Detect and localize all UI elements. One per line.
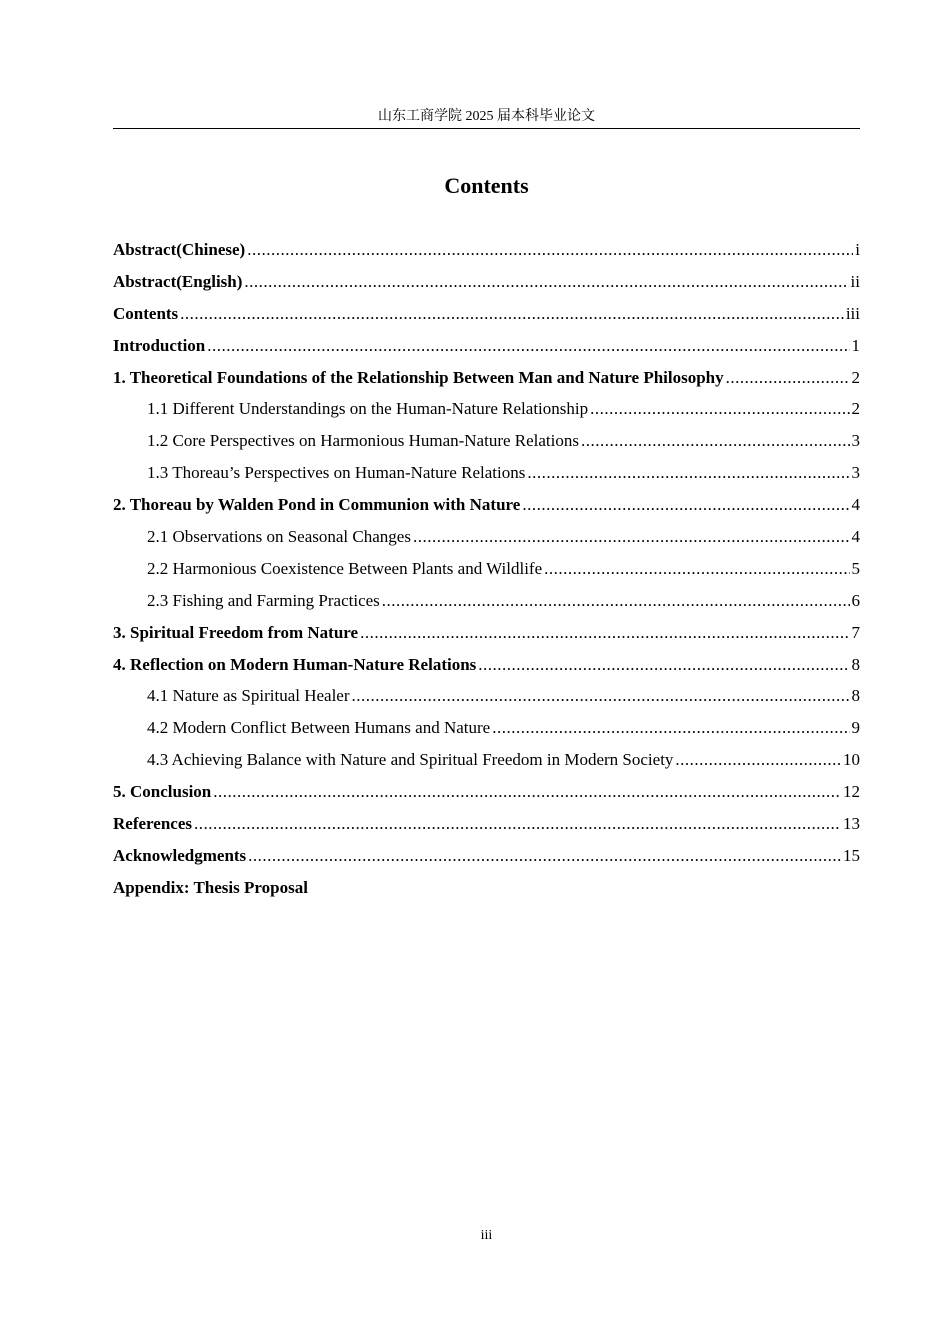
toc-leader-dots [478, 653, 849, 677]
toc-entry[interactable] [113, 429, 860, 461]
toc-entry[interactable] [113, 812, 860, 844]
toc-entry-page: 3 [851, 431, 860, 451]
toc-entry-label: 2.1 Observations on Seasonal Changes [147, 527, 411, 547]
toc-entry[interactable] [113, 493, 860, 525]
toc-entry[interactable] [113, 716, 860, 748]
toc-entry-label: Abstract(Chinese) [113, 240, 246, 259]
toc-entry[interactable] [113, 270, 860, 302]
toc-entry-label: 4. Reflection on Modern Human-Nature Relations [113, 654, 477, 674]
toc-leader-dots [213, 780, 841, 804]
toc-entry-page: 8 [851, 686, 860, 706]
toc-leader-dots [492, 716, 849, 740]
toc-entry-label: Introduction [113, 335, 206, 355]
page-title: Contents [444, 173, 529, 198]
toc-entry-page: 15 [843, 845, 860, 865]
toc-entry[interactable] [113, 238, 860, 270]
toc-entry-page: 4 [851, 527, 860, 547]
toc-entry[interactable] [113, 397, 860, 429]
toc-entry-label: References [113, 814, 192, 834]
toc-entry-page: iii [845, 303, 860, 323]
toc-entry-page: ii [850, 271, 860, 291]
toc-leader-dots [527, 461, 849, 485]
toc-entry-page: 12 [843, 782, 860, 802]
toc-leader-dots [360, 621, 849, 645]
toc-entry-label: Contents [113, 303, 179, 323]
toc-entry-page: 10 [843, 750, 860, 770]
toc-entry-label: 4.2 Modern Conflict Between Humans and Nature [147, 718, 491, 738]
toc-entry-label: 4.1 Nature as Spiritual Healer [147, 686, 350, 706]
toc-entry[interactable] [113, 557, 860, 589]
toc-entry[interactable] [113, 844, 860, 876]
toc-entry-page: 2 [851, 367, 860, 387]
toc-entry[interactable] [113, 748, 860, 780]
toc-leader-dots [244, 270, 848, 294]
toc-entry[interactable] [113, 621, 860, 653]
toc-entry[interactable] [113, 684, 860, 716]
toc-entry[interactable] [113, 876, 860, 908]
header-rule [113, 128, 860, 129]
toc-entry[interactable] [113, 653, 860, 685]
toc-entry-label: 5. Conclusion [113, 782, 212, 802]
toc-leader-dots [180, 302, 844, 326]
toc-entry-label: 2. Thoreau by Walden Pond in Communion with Nature [113, 495, 521, 515]
toc-leader-dots [581, 429, 850, 453]
page-number-footer: iii [480, 1228, 493, 1243]
toc-leader-dots [522, 493, 849, 517]
toc-entry[interactable] [113, 780, 860, 812]
toc-entry-page: 13 [843, 814, 860, 834]
toc-leader-dots [352, 684, 850, 708]
table-of-contents [113, 238, 860, 908]
toc-leader-dots [544, 557, 849, 581]
toc-entry-label: 2.2 Harmonious Coexistence Between Plants and Wildlife [147, 558, 543, 578]
toc-entry[interactable] [113, 334, 860, 366]
running-header: 山东工商学院 2025 届本科毕业论文 [378, 109, 595, 124]
toc-entry-label: Abstract(English) [113, 271, 243, 291]
toc-entry-page: 5 [851, 558, 860, 578]
toc-entry[interactable] [113, 302, 860, 334]
toc-entry-label: 1.1 Different Understandings on the Human-Nature Relationship [147, 399, 589, 419]
toc-leader-dots [207, 334, 849, 358]
toc-leader-dots [247, 238, 853, 262]
toc-entry-label: 4.3 Achieving Balance with Nature and Spiritual Freedom in Modern Society [147, 750, 674, 770]
toc-entry-page: 8 [851, 654, 860, 674]
toc-entry-page: 2 [851, 399, 860, 419]
toc-entry-label: 3. Spiritual Freedom from Nature [113, 622, 359, 642]
toc-entry-page: 4 [851, 495, 860, 515]
toc-entry-page: i [855, 240, 860, 259]
toc-entry-page: 9 [851, 718, 860, 738]
toc-entry[interactable] [113, 525, 860, 557]
toc-leader-dots [382, 589, 850, 613]
toc-entry-label: Appendix: Thesis Proposal [113, 877, 308, 897]
toc-leader-dots [590, 397, 849, 421]
toc-entry-page: 7 [851, 622, 860, 642]
toc-entry-label: 1.2 Core Perspectives on Harmonious Human-Nature Relations [147, 431, 579, 451]
toc-entry[interactable] [113, 589, 860, 621]
toc-leader-dots [726, 366, 850, 390]
toc-leader-dots [248, 844, 841, 868]
toc-entry-label: 1. Theoretical Foundations of the Relationship Between Man and Nature Philosophy [113, 367, 724, 387]
toc-entry-page: 6 [851, 590, 860, 610]
toc-entry-label: 1.3 Thoreau’s Perspectives on Human-Nature Relations [147, 463, 526, 483]
toc-entry[interactable] [113, 366, 860, 398]
toc-leader-dots [675, 748, 841, 772]
toc-entry-page: 1 [851, 335, 860, 355]
toc-leader-dots [413, 525, 850, 549]
toc-entry-label: 2.3 Fishing and Farming Practices [147, 590, 380, 610]
toc-leader-dots [194, 812, 841, 836]
toc-entry-label: Acknowledgments [113, 845, 247, 865]
toc-entry[interactable] [113, 461, 860, 493]
toc-entry-page: 3 [851, 463, 860, 483]
